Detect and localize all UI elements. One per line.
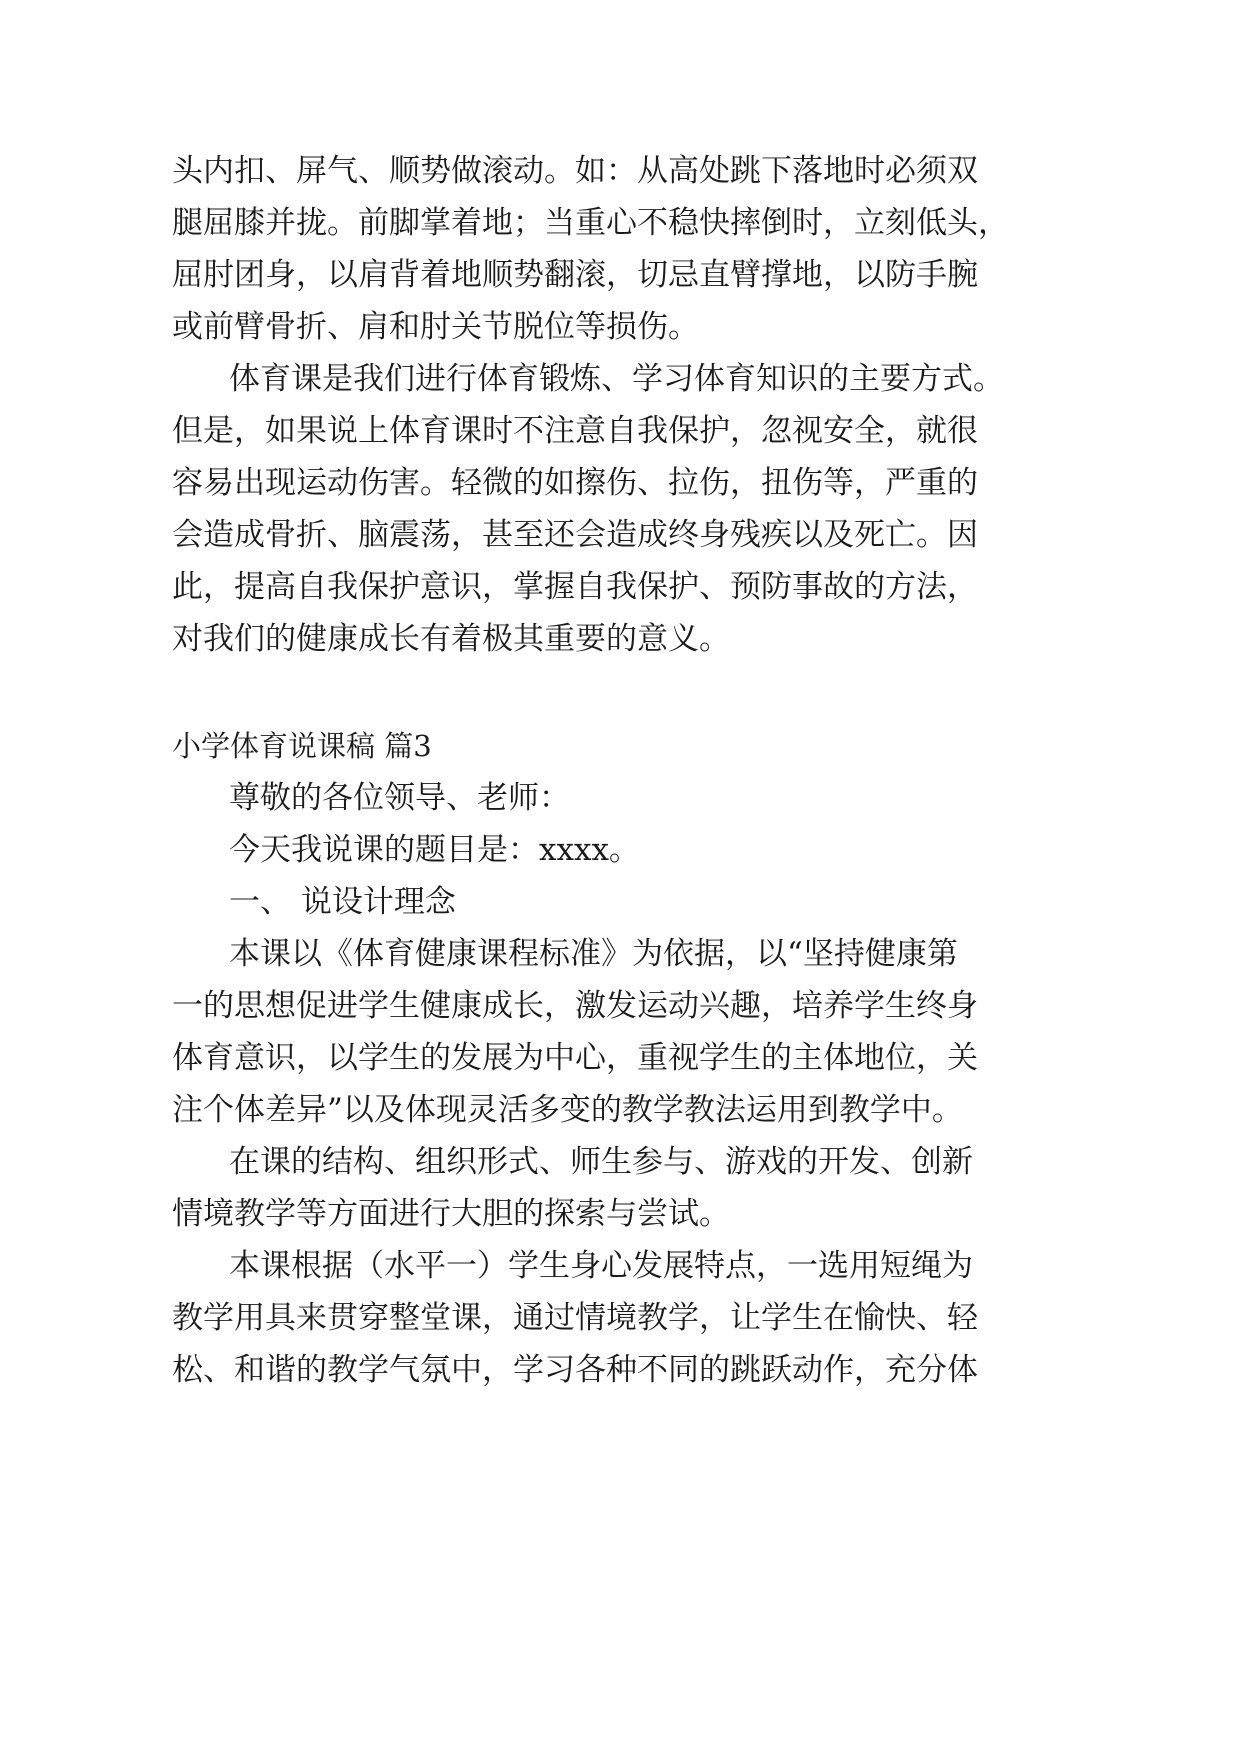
- paragraph-line: 腿屈膝并拢。前脚掌着地；当重心不稳快摔倒时，立刻低头，: [172, 205, 1009, 241]
- paragraph-line: 教学用具来贯穿整堂课，通过情境教学，让学生在愉快、轻: [172, 1300, 978, 1336]
- topic-line: 今天我说课的题目是：xxxx。: [229, 832, 640, 868]
- subheading: 一、 说设计理念: [229, 884, 456, 920]
- paragraph-line: 在课的结构、组织形式、师生参与、游戏的开发、创新: [229, 1144, 973, 1180]
- paragraph-line: 本课根据（水平一）学生身心发展特点，一选用短绳为: [229, 1248, 973, 1284]
- paragraph-line: 一的思想促进学生健康成长，激发运动兴趣，培养学生终身: [172, 988, 978, 1024]
- paragraph-line: 情境教学等方面进行大胆的探索与尝试。: [172, 1196, 730, 1232]
- salutation: 尊敬的各位领导、老师：: [229, 780, 570, 816]
- paragraph-line: 但是，如果说上体育课时不注意自我保护，忽视安全，就很: [172, 413, 978, 449]
- paragraph-line: 松、和谐的教学气氛中，学习各种不同的跳跃动作，充分体: [172, 1352, 978, 1388]
- paragraph-line: 会造成骨折、脑震荡，甚至还会造成终身残疾以及死亡。因: [172, 517, 978, 553]
- paragraph-line: 容易出现运动伤害。轻微的如擦伤、拉伤，扭伤等，严重的: [172, 465, 978, 501]
- paragraph-line: 屈肘团身，以肩背着地顺势翻滚，切忌直臂撑地，以防手腕: [172, 257, 978, 293]
- paragraph-line: 或前臂骨折、肩和肘关节脱位等损伤。: [172, 309, 699, 345]
- paragraph-line: 此，提高自我保护意识，掌握自我保护、预防事故的方法，: [172, 569, 978, 605]
- paragraph-line: 体育课是我们进行体育锻炼、学习体育知识的主要方式。: [229, 361, 1004, 397]
- paragraph-line: 本课以《体育健康课程标准》为依据，以“坚持健康第: [229, 936, 958, 972]
- section-title: 小学体育说课稿 篇3: [172, 729, 432, 763]
- paragraph-line: 注个体差异”以及体现灵活多变的教学教法运用到教学中。: [172, 1092, 963, 1128]
- paragraph-line: 对我们的健康成长有着极其重要的意义。: [172, 621, 730, 657]
- paragraph-line: 头内扣、屏气、顺势做滚动。如：从高处跳下落地时必须双: [172, 153, 978, 189]
- paragraph-line: 体育意识，以学生的发展为中心，重视学生的主体地位，关: [172, 1040, 978, 1076]
